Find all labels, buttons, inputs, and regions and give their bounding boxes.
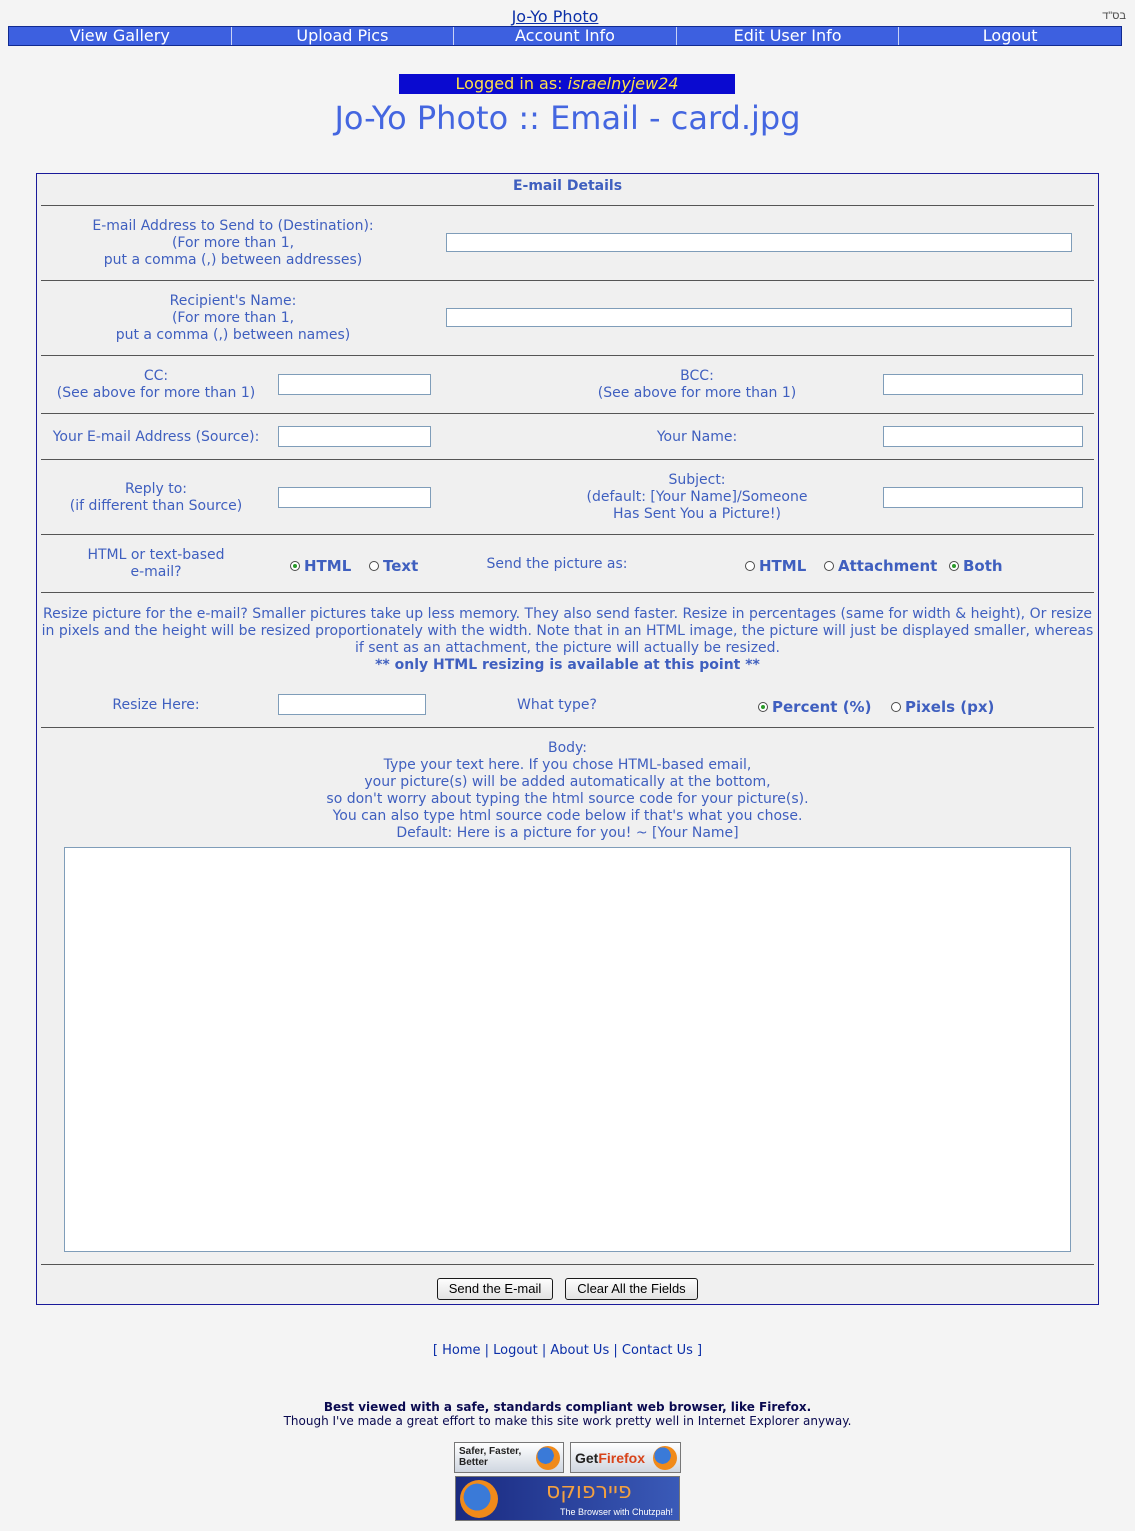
footer-link-logout[interactable]: Logout	[493, 1343, 538, 1358]
type-radio-percent[interactable]: Percent (%)	[758, 698, 871, 716]
logged-in-banner	[399, 74, 735, 94]
divider	[41, 459, 1094, 460]
footer-bracket-open: [	[432, 1343, 438, 1358]
footer-separator: |	[484, 1343, 490, 1358]
cc-input[interactable]	[278, 374, 431, 395]
send-as-radio-both[interactable]: Both	[949, 557, 1003, 575]
bcc-input[interactable]	[883, 374, 1083, 395]
footer-separator: |	[541, 1343, 547, 1358]
footer-link-about[interactable]: About Us	[550, 1343, 610, 1358]
footer-ie-note: Though I've made a great effort to make this site work pretty well in Internet Explorer anyway.	[283, 1414, 852, 1428]
send-email-button[interactable]: Send the E-mail	[437, 1278, 553, 1300]
footer-best-viewed: Best viewed with a safe, standards compliant web browser, like Firefox.	[323, 1400, 812, 1414]
nav-edit-user-info[interactable]: Edit User Info	[677, 27, 900, 45]
subject-input[interactable]	[883, 487, 1083, 508]
radio-icon[interactable]	[824, 561, 834, 571]
your-name-label: Your Name:	[656, 429, 738, 445]
recipient-label: Recipient's Name: (For more than 1, put a comma (,) between names)	[115, 293, 351, 343]
logged-in-user: israelnyjew24	[567, 74, 679, 93]
clear-fields-button[interactable]: Clear All the Fields	[565, 1278, 698, 1300]
radio-icon[interactable]	[745, 561, 755, 571]
reply-to-input[interactable]	[278, 487, 431, 508]
send-as-radio-html[interactable]: HTML	[745, 557, 806, 575]
divider	[41, 205, 1094, 206]
cc-label: CC: (See above for more than 1)	[56, 368, 256, 401]
body-label: Body: Type your text here. If you chose HTML-based email, your picture(s) will be added automatically at the bottom, so don't worry about typing the html source code for your picture(s). You can also type html source code below if that's what you chose. Default: Here is a picture for you! ~ [Your Name]	[326, 740, 809, 841]
divider	[41, 534, 1094, 535]
firefox-safer-badge[interactable]: Safer, Faster, Better	[454, 1442, 564, 1473]
format-radio-html[interactable]: HTML	[290, 557, 351, 575]
footer-link-home[interactable]: Home	[442, 1343, 481, 1358]
source-email-label: Your E-mail Address (Source):	[52, 429, 260, 445]
subject-label: Subject: (default: [Your Name]/Someone Has Sent You a Picture!)	[586, 472, 808, 522]
footer-link-contact[interactable]: Contact Us	[621, 1343, 693, 1358]
resize-label: Resize Here:	[112, 697, 200, 713]
logged-in-prefix: Logged in as:	[455, 74, 568, 93]
footer-bracket-close: ]	[697, 1343, 703, 1358]
firefox-logo-icon	[653, 1446, 677, 1470]
recipient-name-input[interactable]	[446, 308, 1072, 327]
resize-note: Resize picture for the e-mail? Smaller pictures take up less memory. They also send faster. Resize in percentages (same for width & height), Or resize in pixels and the height will be resized proportionately with the width. Note that in an HTML image, the picture will just be displayed smaller, whereas if sent as an attachment, the picture will actually be resized. ** only HTML resizing is available at this point **	[41, 606, 1094, 673]
radio-selected-icon[interactable]	[290, 561, 300, 571]
divider	[41, 413, 1094, 414]
site-title-link[interactable]: Jo-Yo Photo	[511, 7, 599, 26]
send-as-label: Send the picture as:	[486, 556, 628, 572]
firefox-logo-icon	[536, 1446, 560, 1470]
dest-email-input[interactable]	[446, 233, 1072, 252]
nav-view-gallery[interactable]: View Gallery	[9, 27, 232, 45]
source-email-input[interactable]	[278, 426, 431, 447]
radio-selected-icon[interactable]	[949, 561, 959, 571]
footer-separator: |	[613, 1343, 618, 1358]
resize-note-bold: ** only HTML resizing is available at this point **	[375, 657, 760, 673]
email-form-panel	[36, 173, 1099, 1305]
divider	[41, 592, 1094, 593]
divider	[41, 280, 1094, 281]
nav-upload-pics[interactable]: Upload Pics	[232, 27, 455, 45]
your-name-input[interactable]	[883, 426, 1083, 447]
main-nav	[8, 26, 1122, 46]
form-header: E-mail Details	[512, 178, 623, 194]
nav-logout[interactable]: Logout	[982, 26, 1038, 45]
type-radio-pixels[interactable]: Pixels (px)	[891, 698, 994, 716]
format-radio-text[interactable]: Text	[369, 557, 418, 575]
format-label: HTML or text-based e-mail?	[87, 547, 225, 580]
radio-icon[interactable]	[891, 702, 901, 712]
reply-to-label: Reply to: (if different than Source)	[69, 481, 243, 514]
radio-selected-icon[interactable]	[758, 702, 768, 712]
body-textarea[interactable]	[64, 847, 1071, 1252]
get-firefox-badge[interactable]: GetFirefox	[570, 1442, 681, 1473]
bsd-label: בס"ד	[1102, 10, 1126, 22]
type-label: What type?	[517, 697, 597, 713]
page-title: Jo-Yo Photo :: Email - card.jpg	[334, 99, 801, 137]
send-as-radio-attachment[interactable]: Attachment	[824, 557, 937, 575]
divider	[41, 355, 1094, 356]
resize-input[interactable]	[278, 694, 426, 715]
nav-account-info[interactable]: Account Info	[454, 27, 677, 45]
divider	[41, 1264, 1094, 1265]
dest-label: E-mail Address to Send to (Destination): (For more than 1, put a comma (,) between addresses)	[92, 218, 374, 268]
radio-icon[interactable]	[369, 561, 379, 571]
firefox-hebrew-badge[interactable]: פיירפוקס The Browser with Chutzpah!	[455, 1476, 680, 1521]
footer-links	[0, 1343, 1135, 1358]
bcc-label: BCC: (See above for more than 1)	[597, 368, 797, 401]
firefox-logo-icon	[460, 1480, 498, 1518]
divider	[41, 727, 1094, 728]
